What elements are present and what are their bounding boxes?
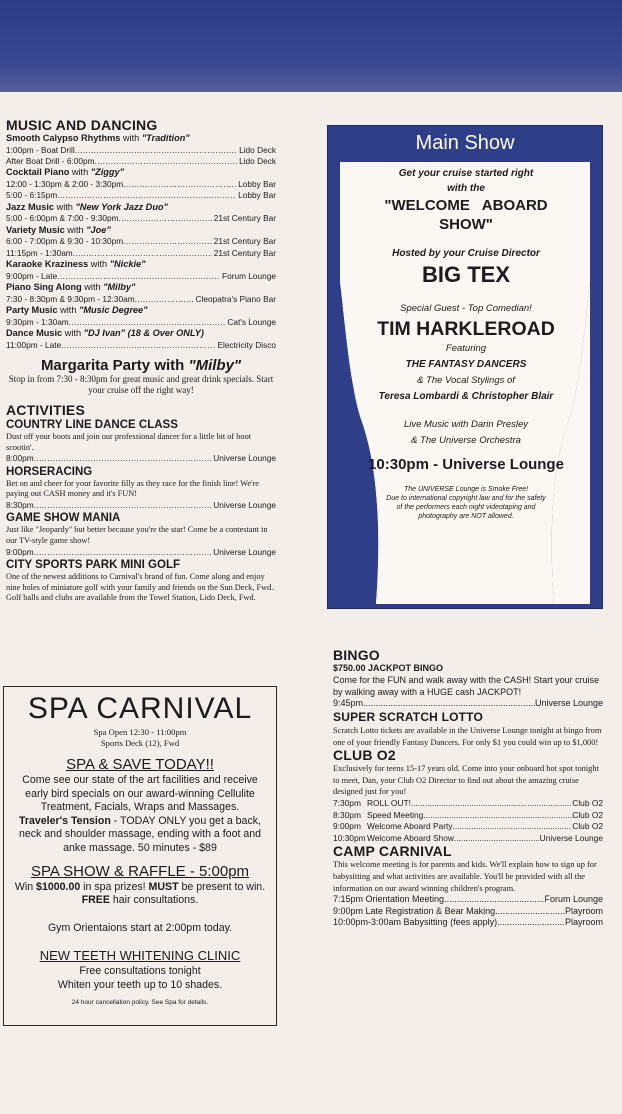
spa-hours: Spa Open 12:30 - 11:00pm bbox=[93, 727, 187, 737]
camp-row bbox=[333, 917, 603, 929]
camp-event: 9:00pm Late Registration & Bear Making bbox=[333, 905, 496, 916]
show-singers: Teresa Lombardi & Christopher Blair bbox=[378, 391, 554, 402]
music-time: 6:00 - 7:00pm & 9:30 - 10:30pm bbox=[6, 236, 124, 247]
camp-venue: Playroom bbox=[564, 917, 603, 928]
club-row bbox=[333, 798, 603, 810]
club-event: ROLL OUT! bbox=[367, 797, 411, 808]
show-guest: Special Guest - Top Comedian! bbox=[400, 303, 532, 314]
music-time: 11:15pm - 1:30am bbox=[6, 247, 73, 258]
club-row bbox=[333, 821, 603, 833]
music-time: 9:30pm - 1:30am bbox=[6, 316, 69, 327]
activity-venue: Universe Lounge bbox=[213, 500, 276, 510]
right-column bbox=[333, 648, 603, 929]
camp-venue: Playroom bbox=[564, 905, 603, 916]
music-host: "New York Jazz Duo" bbox=[75, 201, 168, 212]
music-venue: Lobby Bar bbox=[238, 179, 276, 189]
show-note-4: photography are NOT allowed. bbox=[418, 513, 514, 520]
activity-time: 8:00pm bbox=[6, 453, 34, 464]
bingo-subheading: $750.00 JACKPOT BINGO bbox=[333, 663, 444, 673]
music-with: with bbox=[81, 282, 104, 293]
club-event: Speed Meeting bbox=[367, 809, 424, 820]
club-venue: Club O2 bbox=[572, 797, 603, 808]
club-desc: Exclusively for teens 15-17 years old. Come into your onboard hot spot tonight to meet, Dan, your Club O2 Director to find out about the amazing cruise designed just for you! bbox=[333, 764, 599, 797]
music-venue: 21st Century Bar bbox=[213, 247, 276, 258]
camp-heading: CAMP CARNIVAL bbox=[333, 843, 452, 860]
music-entry bbox=[6, 328, 276, 340]
music-host: "Tradition" bbox=[141, 133, 190, 143]
spa-location: Sports Deck (12), Fwd bbox=[100, 738, 180, 748]
music-title: Party Music bbox=[6, 305, 58, 316]
club-time: 7:30pm bbox=[333, 797, 361, 808]
music-title: Smooth Calypso Rhythms bbox=[6, 133, 121, 143]
music-entry bbox=[6, 259, 276, 271]
music-entry bbox=[6, 225, 276, 237]
spa-carnival-box bbox=[3, 686, 277, 1026]
show-note-2: Due to international copyright law and for the safety bbox=[386, 495, 546, 502]
music-with: with bbox=[62, 328, 84, 339]
scratch-heading: SUPER SCRATCH LOTTO bbox=[333, 709, 484, 724]
music-host: "Nickie" bbox=[109, 259, 146, 270]
music-time-row bbox=[6, 190, 276, 201]
bingo-heading: BINGO bbox=[333, 647, 380, 663]
show-comedian: TIM HARKLEROAD bbox=[377, 318, 555, 340]
show-intro-2: with the bbox=[447, 183, 485, 194]
activity-venue: Universe Lounge bbox=[213, 453, 276, 464]
main-show-title: Main Show bbox=[415, 132, 515, 154]
activity-title: GAME SHOW MANIA bbox=[6, 512, 121, 525]
music-with: with bbox=[88, 259, 110, 270]
spa-raffle-heading: SPA SHOW & RAFFLE - 5:00pm bbox=[30, 862, 250, 880]
music-host: "DJ Ivan" (18 & Over ONLY) bbox=[83, 328, 204, 339]
music-time: 1:00pm - Boat Drill bbox=[6, 144, 75, 155]
music-with: with bbox=[120, 133, 142, 143]
spa-teeth-line1: Free consultations tonight bbox=[79, 965, 201, 978]
music-with: with bbox=[69, 167, 91, 178]
margarita-desc: Stop in from 7:30 - 8:30pm for great music and great drink specials. Start your cruise off the right way! bbox=[8, 374, 274, 396]
club-event: Welcome Aboard Show bbox=[367, 832, 454, 843]
main-show-box bbox=[327, 125, 603, 609]
music-entry bbox=[6, 167, 276, 179]
show-note-1: The UNIVERSE Lounge is Smoke Free! bbox=[403, 486, 529, 493]
activity-time-row bbox=[6, 500, 276, 511]
bingo-desc: Come for the FUN and walk away with the CASH! Start your cruise by walking away with a HUGE cash JACKPOT! bbox=[333, 674, 600, 697]
activity-time: 8:30pm bbox=[6, 500, 34, 510]
camp-row bbox=[333, 906, 603, 918]
music-time: 11:00pm - Late bbox=[6, 339, 62, 350]
club-schedule bbox=[333, 798, 603, 844]
spa-title: SPA CARNIVAL bbox=[27, 692, 253, 725]
music-venue: Electricity Disco bbox=[217, 339, 276, 350]
music-time-row bbox=[6, 248, 276, 259]
spa-teeth-heading: NEW TEETH WHITENING CLINIC bbox=[39, 948, 241, 964]
activity-venue: Universe Lounge bbox=[213, 546, 276, 557]
camp-event: 7:15pm Orientation Meeting bbox=[333, 894, 445, 905]
activity-title: COUNTRY LINE DANCE CLASS bbox=[6, 419, 178, 432]
activity-desc: One of the newest additions to Carnival's brand of fun. Come along and enjoy nine holes of miniature golf with your family and friends on the Sun Deck, Fwd. Golf balls and clubs are available from the Towel Station, Lido Deck, Fwd. bbox=[6, 572, 274, 603]
show-dancers: THE FANTASY DANCERS bbox=[405, 359, 527, 370]
music-title: Dance Music bbox=[6, 328, 63, 339]
club-event: Welcome Aboard Party bbox=[367, 821, 453, 832]
activity-desc: Just like "Jeopardy" but better because you're the star! Come be a contestant in our TV-style game show! bbox=[6, 525, 268, 545]
activities-heading: ACTIVITIES bbox=[6, 402, 86, 419]
camp-venue: Forum Lounge bbox=[544, 894, 603, 905]
club-venue: Club O2 bbox=[572, 821, 603, 832]
music-venue: Lobby Bar bbox=[238, 190, 276, 201]
left-column bbox=[6, 118, 276, 604]
music-list bbox=[6, 133, 276, 351]
music-time-row bbox=[6, 271, 276, 282]
spa-raffle-text: Win $1000.00 in spa prizes! MUST be present to win. FREE hair consultations. bbox=[14, 880, 266, 907]
show-vocal: & The Vocal Stylings of bbox=[417, 375, 515, 386]
stage-content bbox=[340, 162, 592, 602]
top-blue-band bbox=[0, 0, 622, 92]
show-director: BIG TEX bbox=[421, 262, 510, 287]
bingo-time-row: 9:45pm ..... Universe Lounge bbox=[333, 698, 603, 710]
club-time: 8:30pm bbox=[333, 809, 361, 820]
music-time-row bbox=[6, 156, 276, 167]
music-venue: Cat's Lounge bbox=[227, 316, 276, 327]
music-with: with bbox=[54, 201, 76, 212]
spa-save-text: Come see our state of the art facilities and receive early bird specials on our award-winning Cellulite Treatment, Facials, Wraps and Massages. bbox=[22, 774, 258, 814]
music-host: "Joe" bbox=[86, 224, 111, 235]
spa-teeth-line2: Whiten your teeth up to 10 shades. bbox=[57, 978, 223, 991]
scratch-desc: Scratch Lotto tickets are available in the Universe Lounge tonight at bingo from one of your friendly Fantasy Dancers. For only $1 you could win up to $1,000! bbox=[333, 725, 602, 747]
margarita-party bbox=[6, 357, 276, 396]
club-venue: Club O2 bbox=[572, 809, 603, 820]
music-time: After Boat Drill - 6:00pm bbox=[6, 156, 95, 166]
activity-time-row bbox=[6, 547, 276, 558]
music-host: "Ziggy" bbox=[90, 167, 124, 178]
show-orchestra: & The Universe Orchestra bbox=[411, 435, 521, 446]
show-name-1: "WELCOME ABOARD bbox=[384, 197, 548, 214]
activity-title: HORSERACING bbox=[6, 465, 93, 478]
music-entry bbox=[6, 282, 276, 294]
show-time: 10:30pm - Universe Lounge bbox=[368, 456, 564, 473]
music-host: "Milby" bbox=[103, 282, 136, 293]
margarita-title: Margarita Party with "Milby" bbox=[40, 357, 242, 375]
camp-desc: This welcome meeting is for parents and kids. We'll explain how to sign up for babysitting and what activities are available. You'll be provided with all the information on our award winning children's program. bbox=[333, 860, 597, 893]
club-time: 9:00pm bbox=[333, 821, 361, 832]
spa-gym-text: Gym Orientaions start at 2:00pm today. bbox=[47, 921, 233, 934]
music-venue: 21st Century Bar bbox=[213, 213, 276, 224]
music-time-row bbox=[6, 340, 276, 351]
music-time-row bbox=[6, 294, 276, 305]
camp-schedule bbox=[333, 894, 603, 929]
music-venue: Forum Lounge bbox=[222, 270, 276, 281]
activity-desc: Dust off your boots and join our professional dancer for a little bit of boot scootin'. bbox=[6, 432, 252, 452]
music-time-row bbox=[6, 236, 276, 247]
music-with: with bbox=[64, 224, 87, 235]
music-title: Karaoke Kraziness bbox=[6, 259, 89, 270]
music-venue: Lido Deck bbox=[239, 156, 276, 166]
spa-policy: 24 hour cancellation policy. See Spa for details. bbox=[71, 998, 209, 1006]
music-title: Cocktail Piano bbox=[6, 167, 70, 178]
activity-title: CITY SPORTS PARK MINI GOLF bbox=[6, 559, 180, 571]
music-time: 5:00 - 6:00pm & 7:00 - 9:30pm bbox=[6, 213, 119, 224]
activity-time: 9:00pm bbox=[6, 546, 34, 557]
music-with: with bbox=[57, 305, 80, 316]
show-live-music: Live Music with Darin Presley bbox=[403, 419, 529, 430]
music-time-row bbox=[6, 213, 276, 224]
music-time: 7:30 - 8:30pm & 9:30pm - 12:30am bbox=[6, 293, 135, 304]
music-entry bbox=[6, 305, 276, 317]
club-time: 10:30pm bbox=[333, 832, 366, 843]
show-intro-1: Get your cruise started right bbox=[398, 168, 534, 179]
activities-list bbox=[6, 419, 276, 604]
spa-tension-text: Traveler's Tension - TODAY ONLY you get a back, neck and shoulder massage, ending with a foot and anke massage. 50 minutes - $89 bbox=[18, 814, 262, 854]
music-time: 12:00 - 1:30pm & 2:00 - 3:30pm bbox=[6, 179, 124, 189]
club-venue: Universe Lounge bbox=[539, 832, 603, 843]
music-time: 5:00 - 6:15pm bbox=[6, 190, 58, 201]
camp-row bbox=[333, 894, 603, 906]
music-host: "Music Degree" bbox=[79, 305, 148, 316]
music-entry bbox=[6, 133, 276, 145]
music-title: Jazz Music bbox=[6, 201, 54, 212]
music-entry bbox=[6, 202, 276, 214]
show-hosted: Hosted by your Cruise Director bbox=[392, 248, 540, 259]
show-name-2: SHOW" bbox=[439, 216, 493, 233]
club-heading: CLUB O2 bbox=[333, 747, 396, 764]
music-venue: Cleopatra's Piano Bar bbox=[195, 293, 276, 304]
music-title: Piano Sing Along bbox=[6, 282, 82, 293]
activity-time-row bbox=[6, 453, 276, 464]
camp-event: 10:00pm-3:00am Babysitting (fees apply) bbox=[333, 917, 498, 928]
music-time-row bbox=[6, 317, 276, 328]
music-heading: MUSIC AND DANCING bbox=[6, 117, 158, 133]
spa-save-heading: SPA & SAVE TODAY!! bbox=[66, 756, 214, 773]
music-time-row bbox=[6, 145, 276, 156]
show-note-3: of the performers each night videotaping and bbox=[396, 504, 536, 511]
activity-desc: Bet on and cheer for your favorite filly as they race for the finish line! We're paying out CASH money and it's FUN! bbox=[6, 478, 259, 499]
music-time-row bbox=[6, 179, 276, 190]
music-venue: Lido Deck bbox=[239, 144, 276, 155]
music-venue: 21st Century Bar bbox=[213, 236, 276, 247]
music-time: 9:00pm - Late bbox=[6, 270, 58, 281]
show-featuring: Featuring bbox=[445, 343, 487, 354]
club-row bbox=[333, 810, 603, 822]
music-title: Variety Music bbox=[6, 224, 65, 235]
